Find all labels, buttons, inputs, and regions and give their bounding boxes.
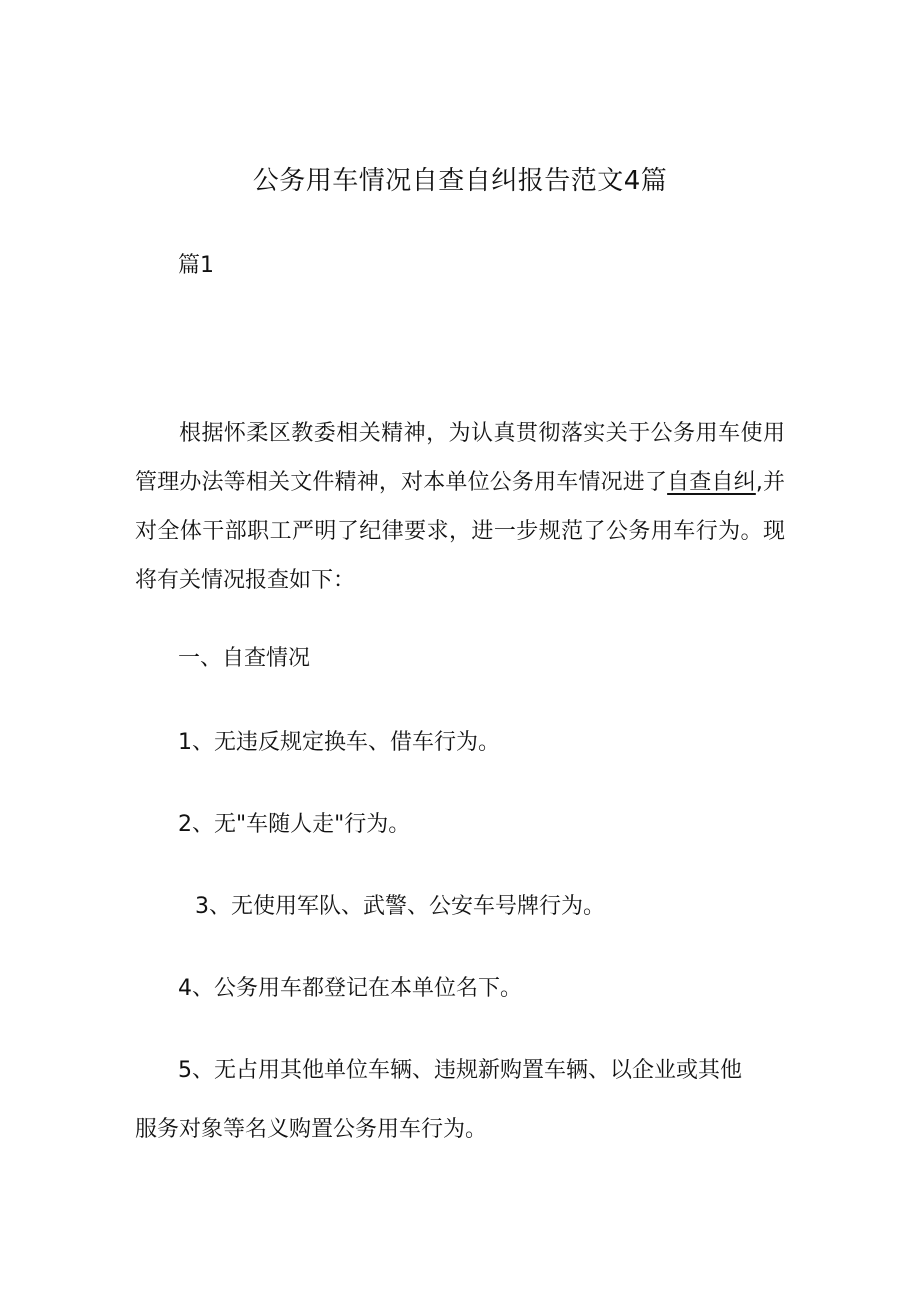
section-label: 篇1 (178, 253, 214, 278)
list-item-3: 3、无使用军队、武警、公安车号牌行为。 (195, 894, 605, 919)
list-item-2: 2、无"车随人走"行为。 (178, 812, 411, 837)
section-heading-self-inspection: 一、自查情况 (178, 646, 311, 671)
list-item-5-line-2: 服务对象等名义购置公务用车行为。 (135, 1117, 488, 1142)
intro-paragraph (135, 409, 785, 605)
intro-text-part2: ,并对全体干部职工严明了纪律要求，进一步规范了公务用车行为。现将有关情况报查如下： (135, 470, 785, 593)
list-item-1: 1、无违反规定换车、借车行为。 (178, 730, 500, 755)
intro-text-part1: 根据怀柔区教委相关精神，为认真贯彻落实关于公务用车使用管理办法等相关文件精神，对本单位公务用车情况进了 (135, 421, 785, 495)
list-item-5-line-1: 5、无占用其他单位车辆、违规新购置车辆、以企业或其他 (178, 1058, 742, 1083)
document-title: 公务用车情况自查自纠报告范文4篇 (252, 166, 668, 196)
intro-underlined-term: 自查自纠 (667, 470, 756, 495)
list-item-4: 4、公务用车都登记在本单位名下。 (178, 976, 522, 1001)
